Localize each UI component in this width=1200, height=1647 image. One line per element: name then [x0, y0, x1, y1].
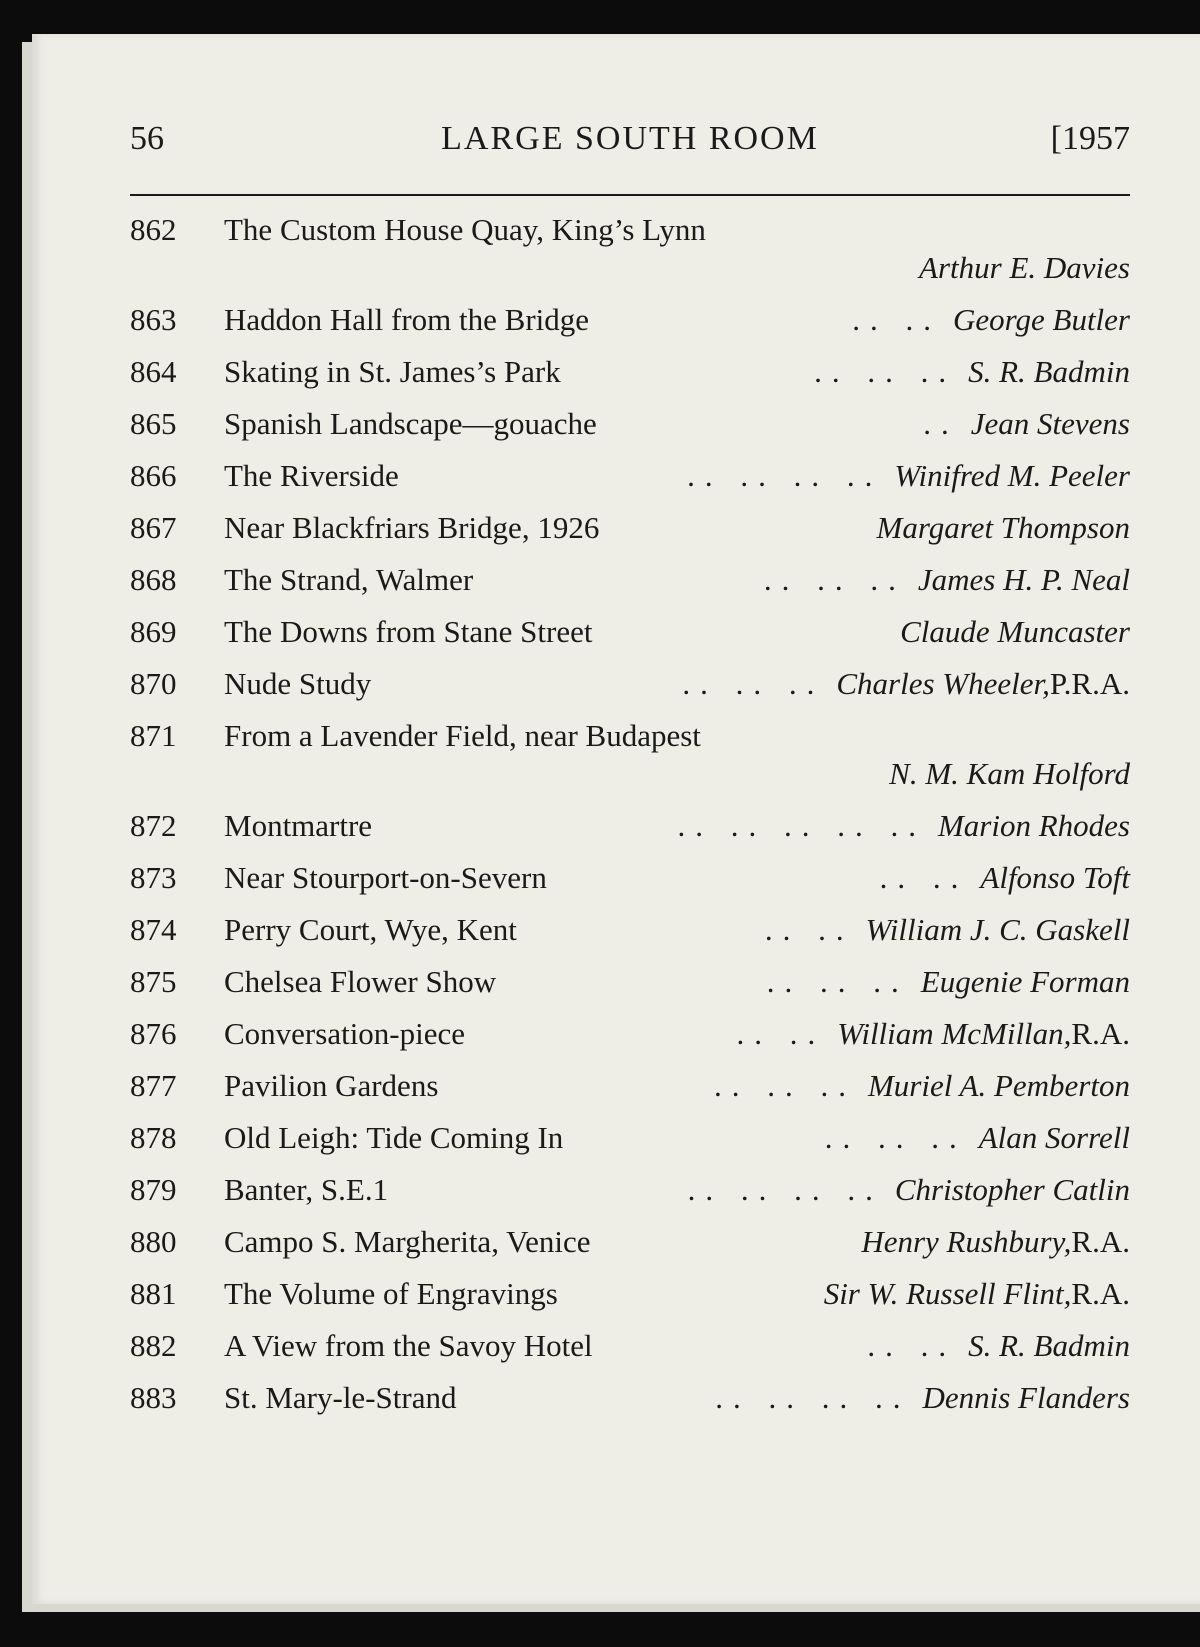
dot-leader: .. .. ..: [766, 964, 909, 999]
entry-number: 869: [130, 614, 177, 649]
catalogue-entry: [130, 1216, 1130, 1268]
entry-artist: William McMillan,: [837, 1016, 1072, 1051]
entry-artist: Marion Rhodes: [937, 808, 1130, 843]
entry-line: [224, 1060, 1130, 1112]
entry-honour: R.A.: [1071, 1276, 1130, 1311]
entry-line: [224, 554, 1130, 606]
catalogue-entry: [130, 450, 1130, 502]
dot-leader: .. .. ..: [763, 562, 906, 597]
entry-artist: Charles Wheeler,: [836, 666, 1050, 701]
dot-leader: .. .. ..: [814, 354, 957, 389]
entry-number: 863: [130, 302, 177, 337]
entry-line: [224, 1320, 1130, 1372]
entry-artist: Claude Muncaster: [900, 614, 1130, 649]
catalogue-entry: [130, 852, 1130, 904]
catalogue-entry: [130, 904, 1130, 956]
entry-line: [224, 956, 1130, 1008]
entry-title: The Strand, Walmer: [224, 562, 474, 597]
catalogue-entry: [130, 554, 1130, 606]
entry-number: 872: [130, 808, 177, 843]
catalogue-entry: [130, 606, 1130, 658]
entry-number: 880: [130, 1224, 177, 1259]
catalogue-entry: [130, 658, 1130, 710]
entry-number: 865: [130, 406, 177, 441]
entry-number: 883: [130, 1380, 177, 1415]
dot-leader: .. .. ..: [682, 666, 825, 701]
entry-number: 881: [130, 1276, 177, 1311]
entry-artist: Arthur E. Davies: [919, 250, 1130, 285]
entry-artist: Muriel A. Pemberton: [867, 1068, 1130, 1103]
entry-line: [224, 658, 1130, 710]
entry-number: 870: [130, 666, 177, 701]
entry-honour: P.R.A.: [1049, 666, 1130, 701]
entry-title: The Riverside: [224, 458, 399, 493]
entry-artist: Dennis Flanders: [922, 1380, 1130, 1415]
entry-title: Old Leigh: Tide Coming In: [224, 1120, 564, 1155]
entry-artist: Alan Sorrell: [978, 1120, 1130, 1155]
catalogue-entry: [130, 398, 1130, 450]
entry-line: [224, 606, 1130, 658]
entry-line: [224, 1164, 1130, 1216]
year-label: [1957: [1050, 120, 1130, 157]
entry-artist: James H. P. Neal: [917, 562, 1130, 597]
entry-title: Spanish Landscape—gouache: [224, 406, 597, 441]
entry-line: [224, 904, 1130, 956]
entry-artist: George Butler: [952, 302, 1130, 337]
catalogue-entry: [130, 1320, 1130, 1372]
entry-artist: Henry Rushbury,: [861, 1224, 1072, 1259]
entry-artist: Jean Stevens: [970, 406, 1130, 441]
entry-line: [224, 502, 1130, 554]
catalogue-entry: [130, 1008, 1130, 1060]
entry-line: [224, 398, 1130, 450]
page-header: [130, 120, 1130, 160]
entry-title: The Volume of Engravings: [224, 1276, 558, 1311]
catalogue-entry: [130, 956, 1130, 1008]
entry-title: Near Stourport-on-Severn: [224, 860, 547, 895]
page-title: LARGE SOUTH ROOM: [441, 120, 819, 157]
entry-artist: Sir W. Russell Flint,: [823, 1276, 1072, 1311]
entry-line: [224, 800, 1130, 852]
entry-number: 864: [130, 354, 177, 389]
dot-leader: .. .. .. ..: [715, 1380, 911, 1415]
entry-title: Near Blackfriars Bridge, 1926: [224, 510, 600, 545]
entry-line: [224, 1216, 1130, 1268]
catalogue-entry: [130, 1164, 1130, 1216]
entry-line: [224, 346, 1130, 398]
catalogue-entry: [130, 1372, 1130, 1424]
entry-artist: N. M. Kam Holford: [889, 756, 1130, 791]
entry-title: The Custom House Quay, King’s Lynn: [224, 212, 706, 247]
entry-artist: Eugenie Forman: [920, 964, 1130, 999]
catalogue-entry: [130, 204, 1130, 294]
catalogue-entry: [130, 502, 1130, 554]
entry-number: 862: [130, 212, 177, 247]
entry-title: Perry Court, Wye, Kent: [224, 912, 517, 947]
dot-leader: .. .. .. ..: [687, 1172, 883, 1207]
entry-number: 874: [130, 912, 177, 947]
entry-line: [224, 1268, 1130, 1320]
entry-title: The Downs from Stane Street: [224, 614, 593, 649]
catalogue-entry: [130, 294, 1130, 346]
entry-number: 867: [130, 510, 177, 545]
entry-line: [224, 294, 1130, 346]
entry-title: A View from the Savoy Hotel: [224, 1328, 593, 1363]
dot-leader: .. ..: [867, 1328, 957, 1363]
entry-number: 882: [130, 1328, 177, 1363]
entry-line: [224, 450, 1130, 502]
entry-artist: William J. C. Gaskell: [865, 912, 1130, 947]
catalogue-entry: [130, 800, 1130, 852]
entry-title: Montmartre: [224, 808, 373, 843]
dot-leader: .. .. ..: [713, 1068, 856, 1103]
catalogue-entry: [130, 1268, 1130, 1320]
entry-title: Chelsea Flower Show: [224, 964, 497, 999]
entry-number: 866: [130, 458, 177, 493]
dot-leader: .. ..: [852, 302, 941, 337]
entry-line: [224, 1008, 1130, 1060]
catalogue-entry: [130, 346, 1130, 398]
entry-title: St. Mary-le-Strand: [224, 1380, 457, 1415]
entry-line: [224, 1112, 1130, 1164]
dot-leader: .. ..: [764, 912, 854, 947]
entry-artist: Christopher Catlin: [894, 1172, 1130, 1207]
entry-title: Skating in St. James’s Park: [224, 354, 561, 389]
entry-title: Pavilion Gardens: [224, 1068, 439, 1103]
entry-artist: Margaret Thompson: [876, 510, 1130, 545]
catalogue-entry: [130, 710, 1130, 800]
entry-line: [224, 1372, 1130, 1424]
catalogue-entry: [130, 1112, 1130, 1164]
entry-number: 879: [130, 1172, 177, 1207]
entry-number: 868: [130, 562, 177, 597]
dot-leader: .. .. ..: [824, 1120, 967, 1155]
entry-number: 873: [130, 860, 177, 895]
entry-honour: R.A.: [1071, 1224, 1130, 1259]
entry-line: [224, 852, 1130, 904]
entry-artist: Winifred M. Peeler: [894, 458, 1130, 493]
entry-artist: Alfonso Toft: [980, 860, 1130, 895]
entry-artist: S. R. Badmin: [968, 354, 1130, 389]
dot-leader: .. ..: [736, 1016, 826, 1051]
entry-number: 877: [130, 1068, 177, 1103]
entry-title: Campo S. Margherita, Venice: [224, 1224, 591, 1259]
entry-title: Nude Study: [224, 666, 372, 701]
entry-number: 878: [130, 1120, 177, 1155]
dot-leader: .. ..: [879, 860, 969, 895]
dot-leader: ..: [923, 406, 959, 441]
catalogue-list: [130, 204, 1130, 1424]
entry-number: 876: [130, 1016, 177, 1051]
header-rule: [130, 194, 1130, 196]
entry-title: From a Lavender Field, near Budapest: [224, 718, 701, 753]
dot-leader: .. .. .. .. ..: [677, 808, 926, 843]
catalogue-entry: [130, 1060, 1130, 1112]
entry-title: Banter, S.E.1: [224, 1172, 389, 1207]
entry-artist: S. R. Badmin: [968, 1328, 1130, 1363]
entry-title: Conversation-piece: [224, 1016, 466, 1051]
entry-title: Haddon Hall from the Bridge: [224, 302, 590, 337]
entry-honour: R.A.: [1071, 1016, 1130, 1051]
entry-number: 871: [130, 718, 177, 753]
entry-number: 875: [130, 964, 177, 999]
page-number: 56: [130, 120, 164, 157]
dot-leader: .. .. .. ..: [687, 458, 883, 493]
